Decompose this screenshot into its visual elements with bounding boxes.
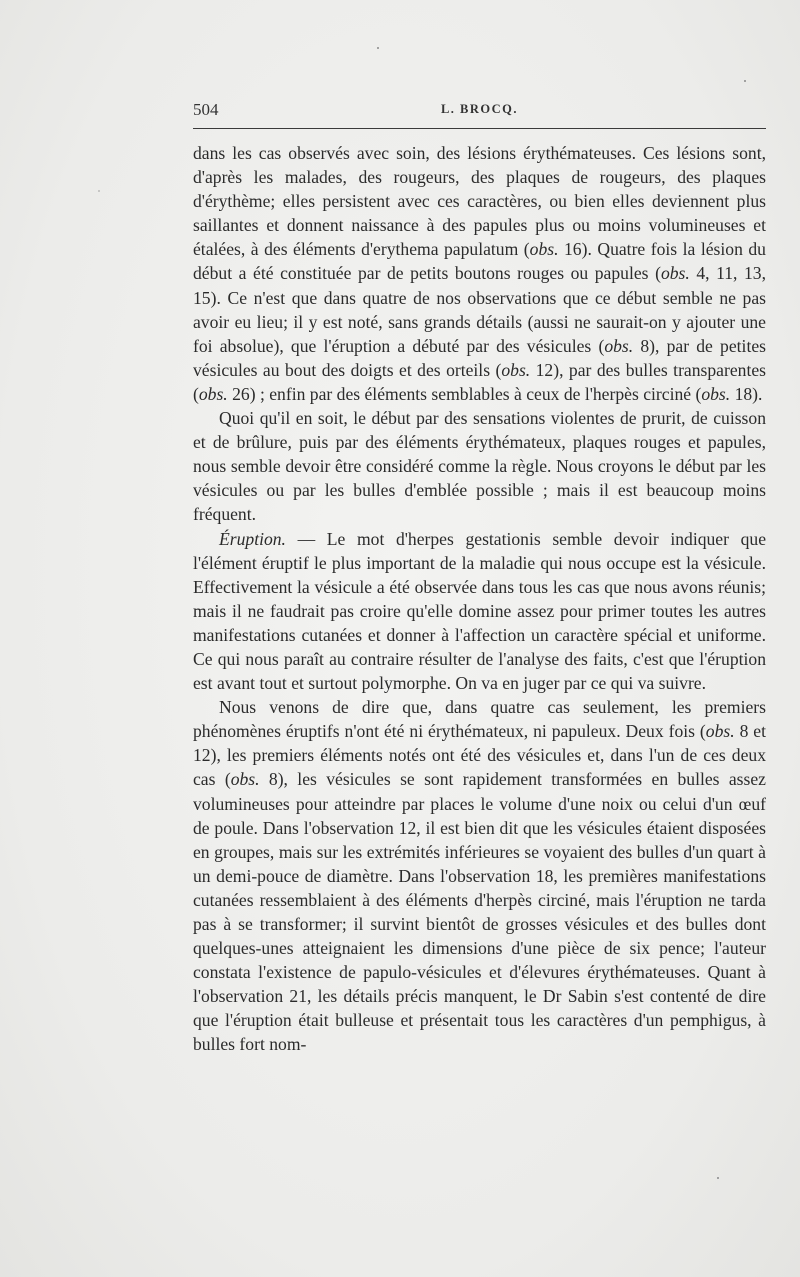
text-run: 16). Quatre fois la lésion du début a été constituée par de petits boutons rouges ou papules ( [193,239,766,284]
text-run: 8), par de petites vésicules au bout des doigts et des orteils ( [193,335,766,380]
italic-text: Éruption. [219,528,286,549]
text-run: Quoi qu'il en soit, le début par des sensations violentes de prurit, de cuisson et de brûlure, puis par des éléments érythémateux, plaques rouges et papules, nous semble devoir être considéré comme la règle. Nous croyons le début par les vésicules ou par les bulles d'emblée possible ; mais il est beaucoup moins fréquent. [193,408,766,525]
italic-text: obs. [660,263,690,284]
italic-text: obs. [230,769,260,790]
italic-text: obs. [604,335,634,356]
paragraph [193,406,766,526]
italic-text: obs. [701,383,731,404]
text-run: 12), par des bulles transparentes ( [193,359,766,404]
paper-speck [717,1177,719,1179]
paragraph [193,527,766,696]
text-run: 8 et 12), les premiers éléments notés ont été des vésicules et, dans l'un de ces deux cas ( [193,721,766,790]
text-run: — Le mot d'herpes gestationis semble devoir indiquer que l'élément éruptif le plus important de la maladie qui nous occupe est la vésicule. Effectivement la vésicule a été observée dans tous les cas que nous avons réunis; mais il ne faudrait pas croire qu'elle domine assez pour primer toutes les autres manifestations cutanées et donner à l'affection un caractère spécial et uniforme. Ce qui nous paraît au contraire résulter de l'analyse des faits, c'est que l'éruption est avant tout et surtout polymorphe. On va en juger par ce qui va suivre. [193,528,766,694]
paragraph [193,695,766,1056]
running-title: L. BROCQ. [440,102,519,116]
page-number: 504 [193,100,219,119]
paragraph [193,141,766,406]
body-text [193,141,766,1057]
text-run: 18). [730,383,763,404]
text-run: dans les cas observés avec soin, des lésions érythémateuses. Ces lésions sont, d'après les malades, des rougeurs, des plaques de rougeurs, des plaques d'érythème; elles persistent avec ces caractères, ou bien elles deviennent plus saillantes et donnent naissance à des papules plus ou moins volumineuses et étalées, à des éléments d'erythema papulatum ( [193,143,766,260]
paper-speck [98,190,100,192]
paper-speck [744,80,746,82]
text-run: 26) ; enfin par des éléments semblables à ceux de l'herpès circiné ( [227,383,702,404]
paper-speck [377,47,379,49]
text-run: Nous venons de dire que, dans quatre cas seulement, les premiers phénomènes éruptifs n'ont été ni érythémateux, ni papuleux. Deux fois ( [193,697,766,742]
italic-text: obs. [529,239,559,260]
italic-text: obs. [198,383,228,404]
text-run: 4, 11, 13, 15). Ce n'est que dans quatre de nos observations que ce début semble ne pas avoir eu lieu; il y est noté, sans grands détails (aussi ne saurait-on y ajouter une foi absolue), que l'éruption a débuté par des vésicules ( [193,263,766,356]
italic-text: obs. [501,359,531,380]
header-rule [193,128,766,129]
page-header [193,100,766,126]
text-run: 8), les vésicules se sont rapidement transformées en bulles assez volumineuses pour atteindre par places le volume d'une noix ou celui d'un œuf de poule. Dans l'observation 12, il est bien dit que les vésicules étaient disposées en groupes, mais sur les extrémités inférieures se voyaient des bulles d'un quart à un demi-pouce de diamètre. Dans l'observation 18, les premières manifestations cutanées ressemblaient à des éléments d'herpès circiné, mais l'éruption ne tarda pas à se transformer; il survint bientôt de grosses vésicules et des bulles dont quelques-unes atteignaient les dimensions d'une pièce de six pence; l'auteur constata l'existence de papulo-vésicules et d'élevures érythémateuses. Quant à l'observation 21, les détails précis manquent, le Dr Sabin s'est contenté de dire que l'éruption était bulleuse et présentait tous les caractères d'un pemphigus, à bulles fort nom- [193,769,766,1055]
italic-text: obs. [705,721,735,742]
